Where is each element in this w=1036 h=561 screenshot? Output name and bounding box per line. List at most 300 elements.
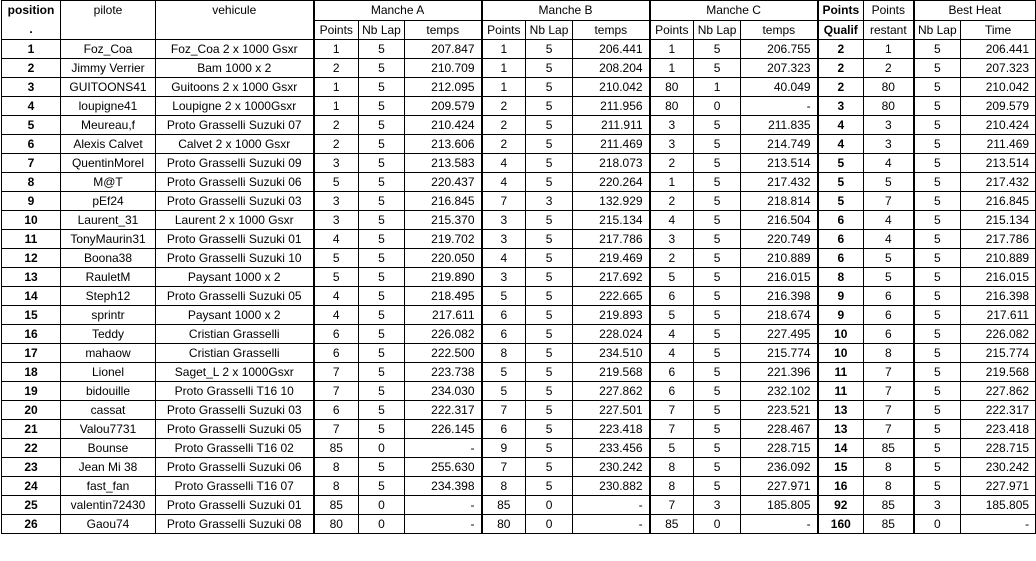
cell-best-time: 213.514: [961, 154, 1036, 173]
table-row: [2, 230, 1036, 249]
cell-pilote: Steph12: [61, 287, 156, 306]
cell-position: 16: [2, 325, 61, 344]
cell-pilote: GUITOONS41: [61, 78, 156, 97]
cell-b-nb-lap: 3: [526, 192, 573, 211]
table-row: [2, 287, 1036, 306]
cell-c-points: 6: [650, 363, 694, 382]
cell-a-points: 1: [314, 40, 359, 59]
header-points-qualif-top: Points: [818, 1, 864, 21]
table-row: [2, 306, 1036, 325]
cell-a-points: 85: [314, 496, 359, 515]
cell-points-restant: 1: [864, 40, 914, 59]
cell-pilote: Valou7731: [61, 420, 156, 439]
cell-b-nb-lap: 5: [526, 40, 573, 59]
cell-b-temps: -: [573, 496, 650, 515]
table-row: [2, 192, 1036, 211]
header-best-nb-lap: Nb Lap: [914, 21, 961, 40]
cell-c-temps: 214.749: [741, 135, 818, 154]
cell-pilote: Lionel: [61, 363, 156, 382]
cell-a-nb-lap: 0: [359, 496, 405, 515]
cell-b-nb-lap: 5: [526, 401, 573, 420]
cell-c-nb-lap: 5: [694, 363, 741, 382]
cell-points-restant: 6: [864, 325, 914, 344]
cell-c-points: 7: [650, 420, 694, 439]
cell-a-points: 2: [314, 116, 359, 135]
cell-a-temps: 213.583: [405, 154, 482, 173]
table-row: [2, 344, 1036, 363]
cell-position: 19: [2, 382, 61, 401]
cell-points-restant: 6: [864, 306, 914, 325]
header-position-dot: .: [29, 22, 33, 36]
header-manche-a: Manche A: [314, 1, 482, 21]
cell-best-time: 210.424: [961, 116, 1036, 135]
table-row: [2, 439, 1036, 458]
cell-a-points: 2: [314, 59, 359, 78]
cell-pilote: Boona38: [61, 249, 156, 268]
cell-pilote: fast_fan: [61, 477, 156, 496]
cell-b-points: 85: [482, 496, 526, 515]
cell-position: 26: [2, 515, 61, 534]
cell-c-points: 6: [650, 287, 694, 306]
cell-points-restant: 8: [864, 458, 914, 477]
cell-c-points: 8: [650, 477, 694, 496]
cell-points-restant: 85: [864, 439, 914, 458]
cell-vehicule: Loupigne 2 x 1000Gsxr: [156, 97, 314, 116]
cell-best-nb-lap: 5: [914, 268, 961, 287]
cell-a-points: 3: [314, 192, 359, 211]
cell-points-qualif: 2: [818, 40, 864, 59]
cell-position: 25: [2, 496, 61, 515]
cell-pilote: valentin72430: [61, 496, 156, 515]
table-row: [2, 515, 1036, 534]
cell-a-temps: 212.095: [405, 78, 482, 97]
cell-best-nb-lap: 5: [914, 382, 961, 401]
cell-pilote: bidouille: [61, 382, 156, 401]
cell-best-nb-lap: 5: [914, 344, 961, 363]
cell-vehicule: Guitoons 2 x 1000 Gsxr: [156, 78, 314, 97]
cell-position: 12: [2, 249, 61, 268]
header-manche-b: Manche B: [482, 1, 650, 21]
cell-position: 14: [2, 287, 61, 306]
cell-points-qualif: 13: [818, 420, 864, 439]
cell-a-points: 3: [314, 154, 359, 173]
cell-points-restant: 3: [864, 116, 914, 135]
cell-c-temps: 228.467: [741, 420, 818, 439]
cell-c-points: 5: [650, 268, 694, 287]
cell-pilote: cassat: [61, 401, 156, 420]
cell-best-nb-lap: 5: [914, 40, 961, 59]
cell-c-points: 1: [650, 59, 694, 78]
cell-b-temps: 215.134: [573, 211, 650, 230]
cell-b-points: 80: [482, 515, 526, 534]
cell-position: 15: [2, 306, 61, 325]
cell-c-nb-lap: 5: [694, 211, 741, 230]
cell-b-nb-lap: 5: [526, 458, 573, 477]
cell-a-nb-lap: 5: [359, 78, 405, 97]
header-row-1: [2, 1, 1036, 21]
cell-b-temps: 219.568: [573, 363, 650, 382]
cell-c-nb-lap: 5: [694, 325, 741, 344]
cell-best-time: 219.568: [961, 363, 1036, 382]
cell-points-restant: 80: [864, 97, 914, 116]
cell-a-nb-lap: 5: [359, 477, 405, 496]
cell-b-nb-lap: 5: [526, 420, 573, 439]
cell-b-points: 4: [482, 154, 526, 173]
cell-points-restant: 7: [864, 192, 914, 211]
cell-b-points: 4: [482, 249, 526, 268]
cell-c-temps: 206.755: [741, 40, 818, 59]
cell-points-qualif: 9: [818, 287, 864, 306]
cell-points-qualif: 16: [818, 477, 864, 496]
cell-a-temps: 220.437: [405, 173, 482, 192]
results-body: [2, 40, 1036, 534]
cell-c-temps: 236.092: [741, 458, 818, 477]
cell-best-time: 230.242: [961, 458, 1036, 477]
cell-points-qualif: 11: [818, 363, 864, 382]
cell-a-temps: -: [405, 515, 482, 534]
cell-c-points: 4: [650, 344, 694, 363]
cell-points-qualif: 160: [818, 515, 864, 534]
cell-c-nb-lap: 5: [694, 287, 741, 306]
header-best-heat: Best Heat: [914, 1, 1036, 21]
cell-b-temps: -: [573, 515, 650, 534]
cell-a-temps: 210.424: [405, 116, 482, 135]
cell-b-points: 6: [482, 420, 526, 439]
cell-a-temps: 255.630: [405, 458, 482, 477]
cell-vehicule: Proto Grasselli Suzuki 07: [156, 116, 314, 135]
cell-best-nb-lap: 5: [914, 230, 961, 249]
cell-best-nb-lap: 5: [914, 306, 961, 325]
cell-b-points: 1: [482, 59, 526, 78]
cell-a-points: 6: [314, 325, 359, 344]
cell-best-nb-lap: 5: [914, 211, 961, 230]
cell-best-nb-lap: 0: [914, 515, 961, 534]
cell-b-temps: 132.929: [573, 192, 650, 211]
cell-best-time: 215.134: [961, 211, 1036, 230]
cell-c-nb-lap: 0: [694, 515, 741, 534]
cell-best-time: 217.611: [961, 306, 1036, 325]
cell-best-time: 223.418: [961, 420, 1036, 439]
table-row: [2, 173, 1036, 192]
cell-a-points: 3: [314, 211, 359, 230]
results-table: [1, 0, 1036, 534]
cell-c-points: 2: [650, 192, 694, 211]
cell-vehicule: Paysant 1000 x 2: [156, 306, 314, 325]
cell-b-nb-lap: 5: [526, 325, 573, 344]
cell-b-temps: 219.469: [573, 249, 650, 268]
cell-a-points: 4: [314, 306, 359, 325]
cell-a-nb-lap: 5: [359, 211, 405, 230]
cell-position: 10: [2, 211, 61, 230]
cell-a-temps: 219.702: [405, 230, 482, 249]
cell-b-points: 7: [482, 458, 526, 477]
cell-a-temps: 213.606: [405, 135, 482, 154]
header-best-time: Time: [961, 21, 1036, 40]
cell-vehicule: Proto Grasselli T16 10: [156, 382, 314, 401]
cell-points-restant: 7: [864, 382, 914, 401]
cell-c-nb-lap: 5: [694, 135, 741, 154]
table-row: [2, 458, 1036, 477]
cell-a-temps: 219.890: [405, 268, 482, 287]
cell-b-nb-lap: 5: [526, 344, 573, 363]
cell-best-time: 227.862: [961, 382, 1036, 401]
cell-a-nb-lap: 5: [359, 249, 405, 268]
cell-position: 18: [2, 363, 61, 382]
cell-a-points: 4: [314, 287, 359, 306]
table-row: [2, 40, 1036, 59]
cell-points-restant: 85: [864, 515, 914, 534]
cell-a-points: 1: [314, 78, 359, 97]
cell-points-restant: 8: [864, 477, 914, 496]
cell-c-points: 2: [650, 154, 694, 173]
cell-points-restant: 5: [864, 268, 914, 287]
cell-b-temps: 233.456: [573, 439, 650, 458]
cell-vehicule: Proto Grasselli Suzuki 06: [156, 458, 314, 477]
cell-best-time: 210.889: [961, 249, 1036, 268]
table-row: [2, 78, 1036, 97]
cell-vehicule: Proto Grasselli Suzuki 03: [156, 401, 314, 420]
cell-b-temps: 234.510: [573, 344, 650, 363]
cell-best-nb-lap: 3: [914, 496, 961, 515]
cell-a-nb-lap: 5: [359, 287, 405, 306]
cell-points-qualif: 4: [818, 135, 864, 154]
cell-a-nb-lap: 5: [359, 306, 405, 325]
cell-best-time: 216.015: [961, 268, 1036, 287]
cell-points-restant: 6: [864, 287, 914, 306]
cell-position: 1: [2, 40, 61, 59]
cell-points-qualif: 15: [818, 458, 864, 477]
cell-points-restant: 4: [864, 154, 914, 173]
cell-a-temps: 222.317: [405, 401, 482, 420]
cell-best-nb-lap: 5: [914, 116, 961, 135]
cell-c-points: 1: [650, 173, 694, 192]
cell-b-points: 2: [482, 135, 526, 154]
cell-b-points: 1: [482, 78, 526, 97]
cell-vehicule: Proto Grasselli Suzuki 08: [156, 515, 314, 534]
cell-a-points: 80: [314, 515, 359, 534]
cell-a-points: 5: [314, 173, 359, 192]
cell-vehicule: Proto Grasselli Suzuki 01: [156, 230, 314, 249]
table-row: [2, 249, 1036, 268]
cell-c-nb-lap: 5: [694, 439, 741, 458]
cell-a-temps: 215.370: [405, 211, 482, 230]
cell-b-points: 5: [482, 287, 526, 306]
cell-points-qualif: 2: [818, 59, 864, 78]
cell-c-temps: 218.674: [741, 306, 818, 325]
cell-b-temps: 211.956: [573, 97, 650, 116]
cell-c-temps: 210.889: [741, 249, 818, 268]
cell-c-temps: 217.432: [741, 173, 818, 192]
cell-b-nb-lap: 0: [526, 515, 573, 534]
cell-a-points: 85: [314, 439, 359, 458]
cell-a-temps: 220.050: [405, 249, 482, 268]
cell-c-nb-lap: 0: [694, 97, 741, 116]
cell-best-nb-lap: 5: [914, 97, 961, 116]
table-row: [2, 496, 1036, 515]
cell-a-points: 7: [314, 363, 359, 382]
cell-position: 17: [2, 344, 61, 363]
cell-best-time: 216.398: [961, 287, 1036, 306]
cell-best-time: 216.845: [961, 192, 1036, 211]
cell-points-restant: 3: [864, 135, 914, 154]
cell-pilote: Bounse: [61, 439, 156, 458]
cell-b-points: 3: [482, 230, 526, 249]
cell-c-nb-lap: 5: [694, 382, 741, 401]
cell-c-nb-lap: 1: [694, 78, 741, 97]
cell-best-nb-lap: 5: [914, 249, 961, 268]
cell-pilote: Gaou74: [61, 515, 156, 534]
cell-b-points: 5: [482, 382, 526, 401]
cell-best-time: 185.805: [961, 496, 1036, 515]
cell-c-nb-lap: 5: [694, 458, 741, 477]
cell-c-temps: 227.971: [741, 477, 818, 496]
cell-best-time: 228.715: [961, 439, 1036, 458]
cell-b-nb-lap: 5: [526, 116, 573, 135]
cell-c-nb-lap: 5: [694, 154, 741, 173]
cell-best-nb-lap: 5: [914, 135, 961, 154]
header-b-nb-lap: Nb Lap: [526, 21, 573, 40]
cell-b-nb-lap: 5: [526, 306, 573, 325]
cell-a-temps: 226.145: [405, 420, 482, 439]
cell-a-nb-lap: 5: [359, 154, 405, 173]
cell-points-qualif: 5: [818, 192, 864, 211]
cell-a-points: 6: [314, 401, 359, 420]
cell-position: 23: [2, 458, 61, 477]
cell-position: 21: [2, 420, 61, 439]
cell-pilote: RauletM: [61, 268, 156, 287]
header-a-points: Points: [314, 21, 359, 40]
cell-best-time: 211.469: [961, 135, 1036, 154]
cell-vehicule: Calvet 2 x 1000 Gsxr: [156, 135, 314, 154]
cell-c-points: 4: [650, 211, 694, 230]
cell-c-points: 80: [650, 78, 694, 97]
header-points-restant-top: Points: [864, 1, 914, 21]
cell-b-temps: 230.882: [573, 477, 650, 496]
cell-c-temps: 211.835: [741, 116, 818, 135]
header-a-nb-lap: Nb Lap: [359, 21, 405, 40]
cell-a-temps: -: [405, 496, 482, 515]
cell-points-qualif: 6: [818, 249, 864, 268]
cell-points-restant: 85: [864, 496, 914, 515]
cell-points-restant: 2: [864, 59, 914, 78]
cell-b-points: 7: [482, 401, 526, 420]
cell-a-nb-lap: 5: [359, 59, 405, 78]
cell-vehicule: Proto Grasselli Suzuki 05: [156, 420, 314, 439]
cell-b-temps: 223.418: [573, 420, 650, 439]
cell-a-nb-lap: 5: [359, 40, 405, 59]
header-b-points: Points: [482, 21, 526, 40]
cell-points-restant: 5: [864, 173, 914, 192]
cell-position: 13: [2, 268, 61, 287]
cell-best-time: 227.971: [961, 477, 1036, 496]
cell-b-nb-lap: 5: [526, 173, 573, 192]
cell-b-nb-lap: 5: [526, 439, 573, 458]
cell-points-qualif: 5: [818, 173, 864, 192]
cell-best-nb-lap: 5: [914, 477, 961, 496]
cell-c-temps: 216.015: [741, 268, 818, 287]
cell-c-temps: -: [741, 97, 818, 116]
cell-a-nb-lap: 0: [359, 515, 405, 534]
cell-a-temps: 209.579: [405, 97, 482, 116]
cell-c-points: 2: [650, 249, 694, 268]
cell-c-nb-lap: 5: [694, 230, 741, 249]
cell-best-time: 217.432: [961, 173, 1036, 192]
cell-c-temps: 213.514: [741, 154, 818, 173]
cell-c-nb-lap: 5: [694, 249, 741, 268]
cell-best-nb-lap: 5: [914, 401, 961, 420]
cell-c-nb-lap: 5: [694, 192, 741, 211]
cell-best-time: 217.786: [961, 230, 1036, 249]
header-vehicule: vehicule: [156, 1, 314, 40]
header-b-temps: temps: [573, 21, 650, 40]
cell-a-nb-lap: 5: [359, 420, 405, 439]
cell-b-nb-lap: 5: [526, 78, 573, 97]
cell-vehicule: Proto Grasselli Suzuki 05: [156, 287, 314, 306]
cell-b-points: 7: [482, 192, 526, 211]
cell-points-restant: 4: [864, 230, 914, 249]
cell-best-time: -: [961, 515, 1036, 534]
cell-vehicule: Paysant 1000 x 2: [156, 268, 314, 287]
cell-points-restant: 7: [864, 401, 914, 420]
cell-b-temps: 218.073: [573, 154, 650, 173]
cell-best-nb-lap: 5: [914, 325, 961, 344]
header-a-temps: temps: [405, 21, 482, 40]
cell-c-temps: 218.814: [741, 192, 818, 211]
cell-best-nb-lap: 5: [914, 287, 961, 306]
cell-c-nb-lap: 5: [694, 40, 741, 59]
cell-a-nb-lap: 5: [359, 458, 405, 477]
cell-points-qualif: 2: [818, 78, 864, 97]
cell-b-temps: 219.893: [573, 306, 650, 325]
cell-best-time: 222.317: [961, 401, 1036, 420]
cell-position: 4: [2, 97, 61, 116]
cell-c-points: 5: [650, 306, 694, 325]
cell-a-points: 5: [314, 249, 359, 268]
cell-c-temps: 227.495: [741, 325, 818, 344]
cell-pilote: TonyMaurin31: [61, 230, 156, 249]
cell-a-nb-lap: 5: [359, 135, 405, 154]
cell-a-nb-lap: 0: [359, 439, 405, 458]
cell-a-temps: 226.082: [405, 325, 482, 344]
cell-best-nb-lap: 5: [914, 420, 961, 439]
cell-best-time: 206.441: [961, 40, 1036, 59]
cell-points-qualif: 14: [818, 439, 864, 458]
cell-b-temps: 217.692: [573, 268, 650, 287]
cell-b-nb-lap: 0: [526, 496, 573, 515]
cell-points-qualif: 8: [818, 268, 864, 287]
cell-vehicule: Saget_L 2 x 1000Gsxr: [156, 363, 314, 382]
cell-c-temps: 207.323: [741, 59, 818, 78]
header-pilote: pilote: [61, 1, 156, 40]
cell-c-points: 1: [650, 40, 694, 59]
cell-b-points: 3: [482, 268, 526, 287]
cell-a-temps: 217.611: [405, 306, 482, 325]
cell-c-temps: 220.749: [741, 230, 818, 249]
cell-pilote: Laurent_31: [61, 211, 156, 230]
cell-c-nb-lap: 3: [694, 496, 741, 515]
cell-b-temps: 230.242: [573, 458, 650, 477]
cell-pilote: Jimmy Verrier: [61, 59, 156, 78]
cell-points-restant: 4: [864, 211, 914, 230]
cell-b-nb-lap: 5: [526, 268, 573, 287]
cell-b-nb-lap: 5: [526, 135, 573, 154]
cell-c-temps: 228.715: [741, 439, 818, 458]
cell-b-temps: 220.264: [573, 173, 650, 192]
cell-a-temps: 218.495: [405, 287, 482, 306]
cell-points-qualif: 6: [818, 211, 864, 230]
cell-vehicule: Laurent 2 x 1000 Gsxr: [156, 211, 314, 230]
header-position-label: position: [7, 3, 55, 17]
